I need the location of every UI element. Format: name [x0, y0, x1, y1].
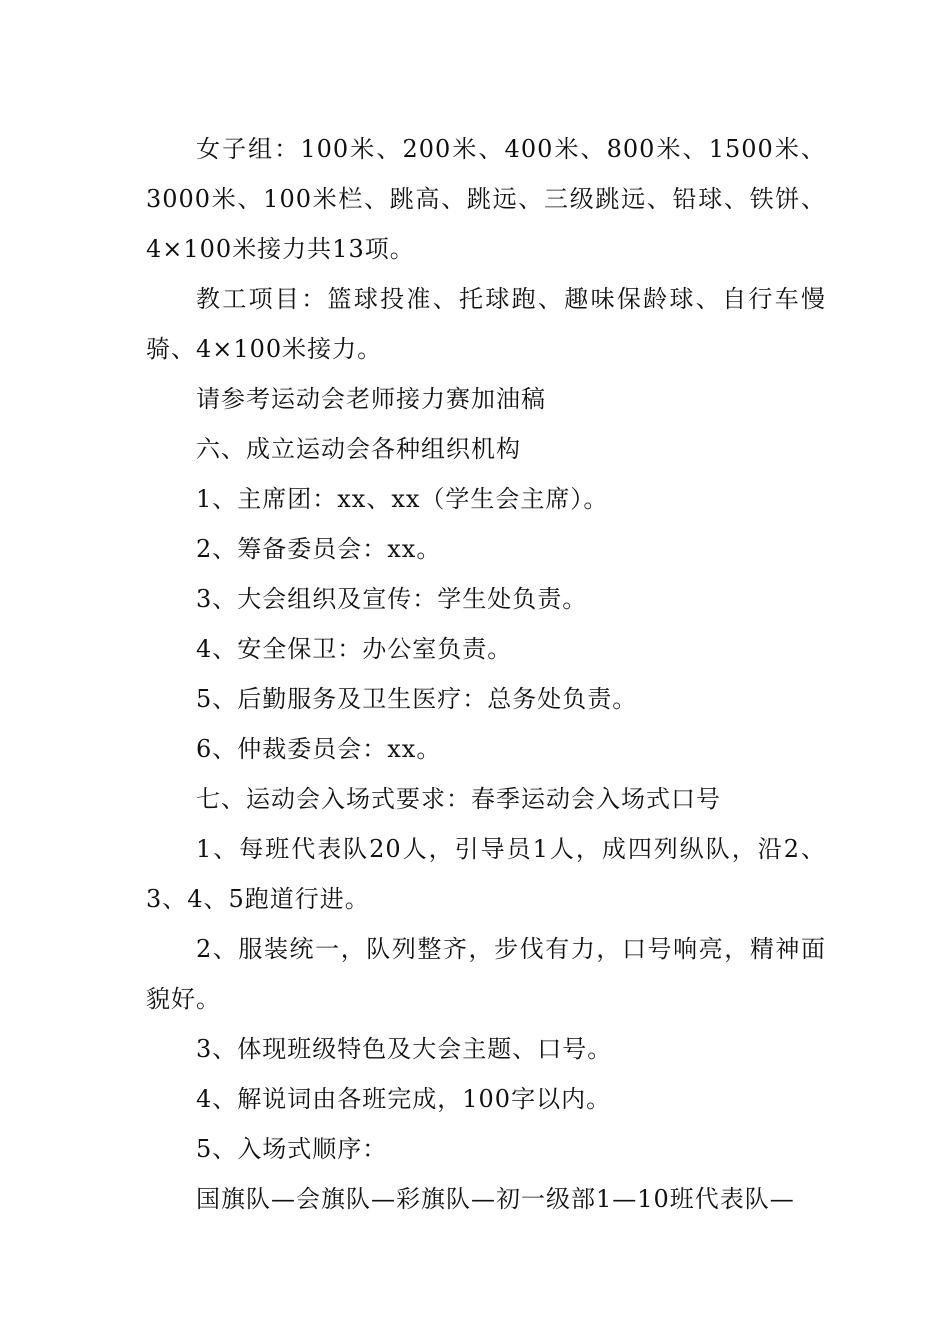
document-page: [146, 124, 826, 1224]
paragraph-order-sequence: 国旗队—会旗队—彩旗队—初一级部1—10班代表队—: [196, 1185, 795, 1213]
list-item-organization-publicity: 3、大会组织及宣传：学生处负责。: [196, 585, 588, 613]
paragraph-reference-note: 请参考运动会老师接力赛加油稿: [196, 385, 546, 413]
list-item-arbitration-committee: 6、仲裁委员会：xx。: [196, 735, 442, 763]
paragraph-women-events: 女子组：100米、200米、400米、800米、1500米、3000米、100米栏、跳高、跳远、三级跳远、铅球、铁饼、4×100米接力共13项。: [146, 135, 826, 263]
list-item-team-formation: 1、每班代表队20人，引导员1人，成四列纵队，沿2、3、4、5跑道行进。: [146, 835, 826, 913]
list-item-logistics-medical: 5、后勤服务及卫生医疗：总务处负责。: [196, 685, 638, 713]
list-item-entrance-order: 5、入场式顺序：: [196, 1135, 388, 1163]
section-heading-entrance-ceremony: 七、运动会入场式要求：春季运动会入场式口号: [196, 785, 721, 813]
paragraph-staff-events: 教工项目：篮球投准、托球跑、趣味保龄球、自行车慢骑、4×100米接力。: [146, 285, 826, 363]
list-item-uniform: 2、服装统一，队列整齐，步伐有力，口号响亮，精神面貌好。: [146, 935, 826, 1013]
list-item-class-features: 3、体现班级特色及大会主题、口号。: [196, 1035, 613, 1063]
list-item-presidium: 1、主席团：xx、xx（学生会主席）。: [196, 485, 609, 513]
list-item-preparatory-committee: 2、筹备委员会：xx。: [196, 535, 442, 563]
list-item-commentary: 4、解说词由各班完成，100字以内。: [196, 1085, 612, 1113]
list-item-security: 4、安全保卫：办公室负责。: [196, 635, 513, 663]
section-heading-organization: 六、成立运动会各种组织机构: [196, 435, 521, 463]
